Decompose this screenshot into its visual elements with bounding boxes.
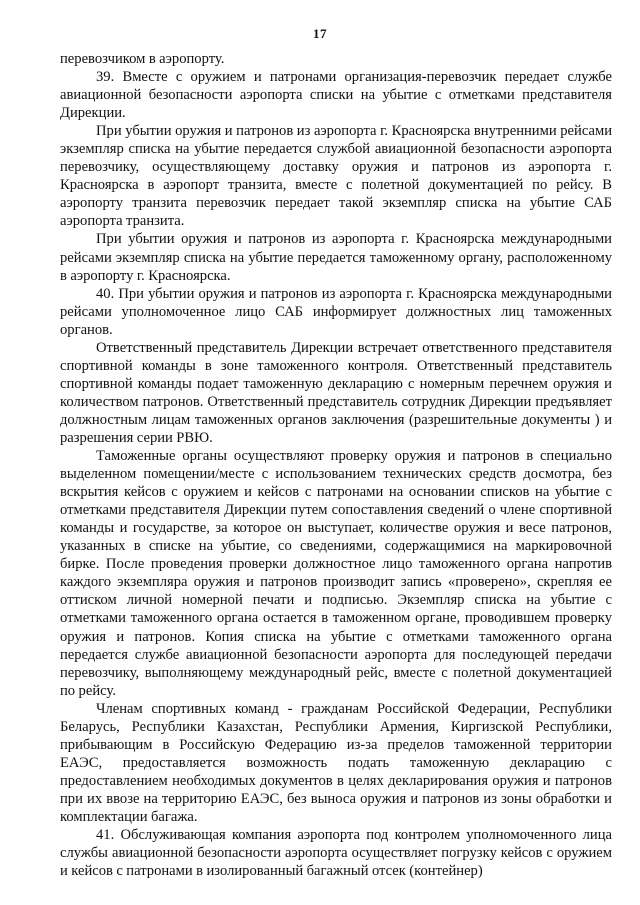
paragraph-team-members-declaration: Членам спортивных команд - гражданам Российской Федерации, Республики Беларусь, Республики Казахстан, Республики Армения, Киргизской Республики, прибывающим в Российскую Федерацию из-за пределов таможенной территории ЕАЭС, предоставляется возможность подать таможенную декларацию с предоставлением необходимых документов в целях декларирования оружия и патронов при их ввозе на территорию ЕАЭС, без выноса оружия и патронов из зоны обработки и комплектации багажа.	[60, 700, 612, 825]
paragraph-continuation: перевозчиком в аэропорту.	[60, 51, 225, 67]
paragraph-international-departure: При убытии оружия и патронов из аэропорта г. Красноярска международными рейсами экземпляр списка на убытие передается таможенному органу, расположенному в аэропорту г. Красноярска.	[60, 231, 612, 284]
paragraph-item-40: 40. При убытии оружия и патронов из аэропорта г. Красноярска международными рейсами уполномоченное лицо САБ информирует должностных лиц таможенных органов.	[60, 285, 612, 338]
paragraph-domestic-departure: При убытии оружия и патронов из аэропорта г. Красноярска внутренними рейсами экземпляр списка на убытие передается службой авиационной безопасности аэропорта перевозчику, осуществляющему доставку оружия и патронов из аэропорта г. Красноярска в аэропорт транзита, вместе с полетной документацией по рейсу. В аэропорту транзита перевозчик передает такой экземпляр списка на убытие САБ аэропорта транзита.	[60, 123, 612, 230]
paragraph-responsible-representative: Ответственный представитель Дирекции встречает ответственного представителя спортивной команды в зоне таможенного контроля. Ответственный представитель спортивной команды подает таможенную декларацию с номерным перечнем оружия и количеством патронов. Ответственный представитель сотрудник Дирекции предъявляет должностным лицам таможенных органов заключения (разрешительные документы ) и разрешения серии РВЮ.	[60, 339, 612, 446]
paragraph-item-41: 41. Обслуживающая компания аэропорта под контролем уполномоченного лица службы авиационной безопасности аэропорта осуществляет погрузку кейсов с оружием и кейсов с патронами в изолированный багажный отсек (контейнер)	[60, 827, 612, 880]
page-number: 17	[313, 26, 327, 41]
paragraph-customs-inspection: Таможенные органы осуществляют проверку оружия и патронов в специально выделенном помещении/месте с использованием технических средств досмотра, без вскрытия кейсов с оружием и кейсов с патронами на основании списков на убытие с отметками представителя Дирекции путем сопоставления сведений о члене спортивной команды и государстве, за которое он выступает, количестве оружия и весе патронов, указанных в списке на убытие, со сведениями, содержащимися на маркировочной бирке. После проведения проверки должностное лицо таможенного органа напротив каждого экземпляра оружия и патронов производит запись «проверено», скрепляя ее оттиском личной номерной печати и подписью. Экземпляр списка на убытие с отметками таможенного органа остается в таможенном органе, проводившем проверку оружия и патронов. Копия списка на убытие с отметками таможенного органа передается службе авиационной безопасности аэропорта для последующей передачи перевозчику, выполняющему международный рейс, вместе с полетной документацией по рейсу.	[60, 448, 612, 699]
document-body	[60, 50, 612, 880]
paragraph-item-39: 39. Вместе с оружием и патронами организация-перевозчик передает службе авиационной безопасности аэропорта списки на убытие с отметками представителя Дирекции.	[60, 69, 612, 122]
